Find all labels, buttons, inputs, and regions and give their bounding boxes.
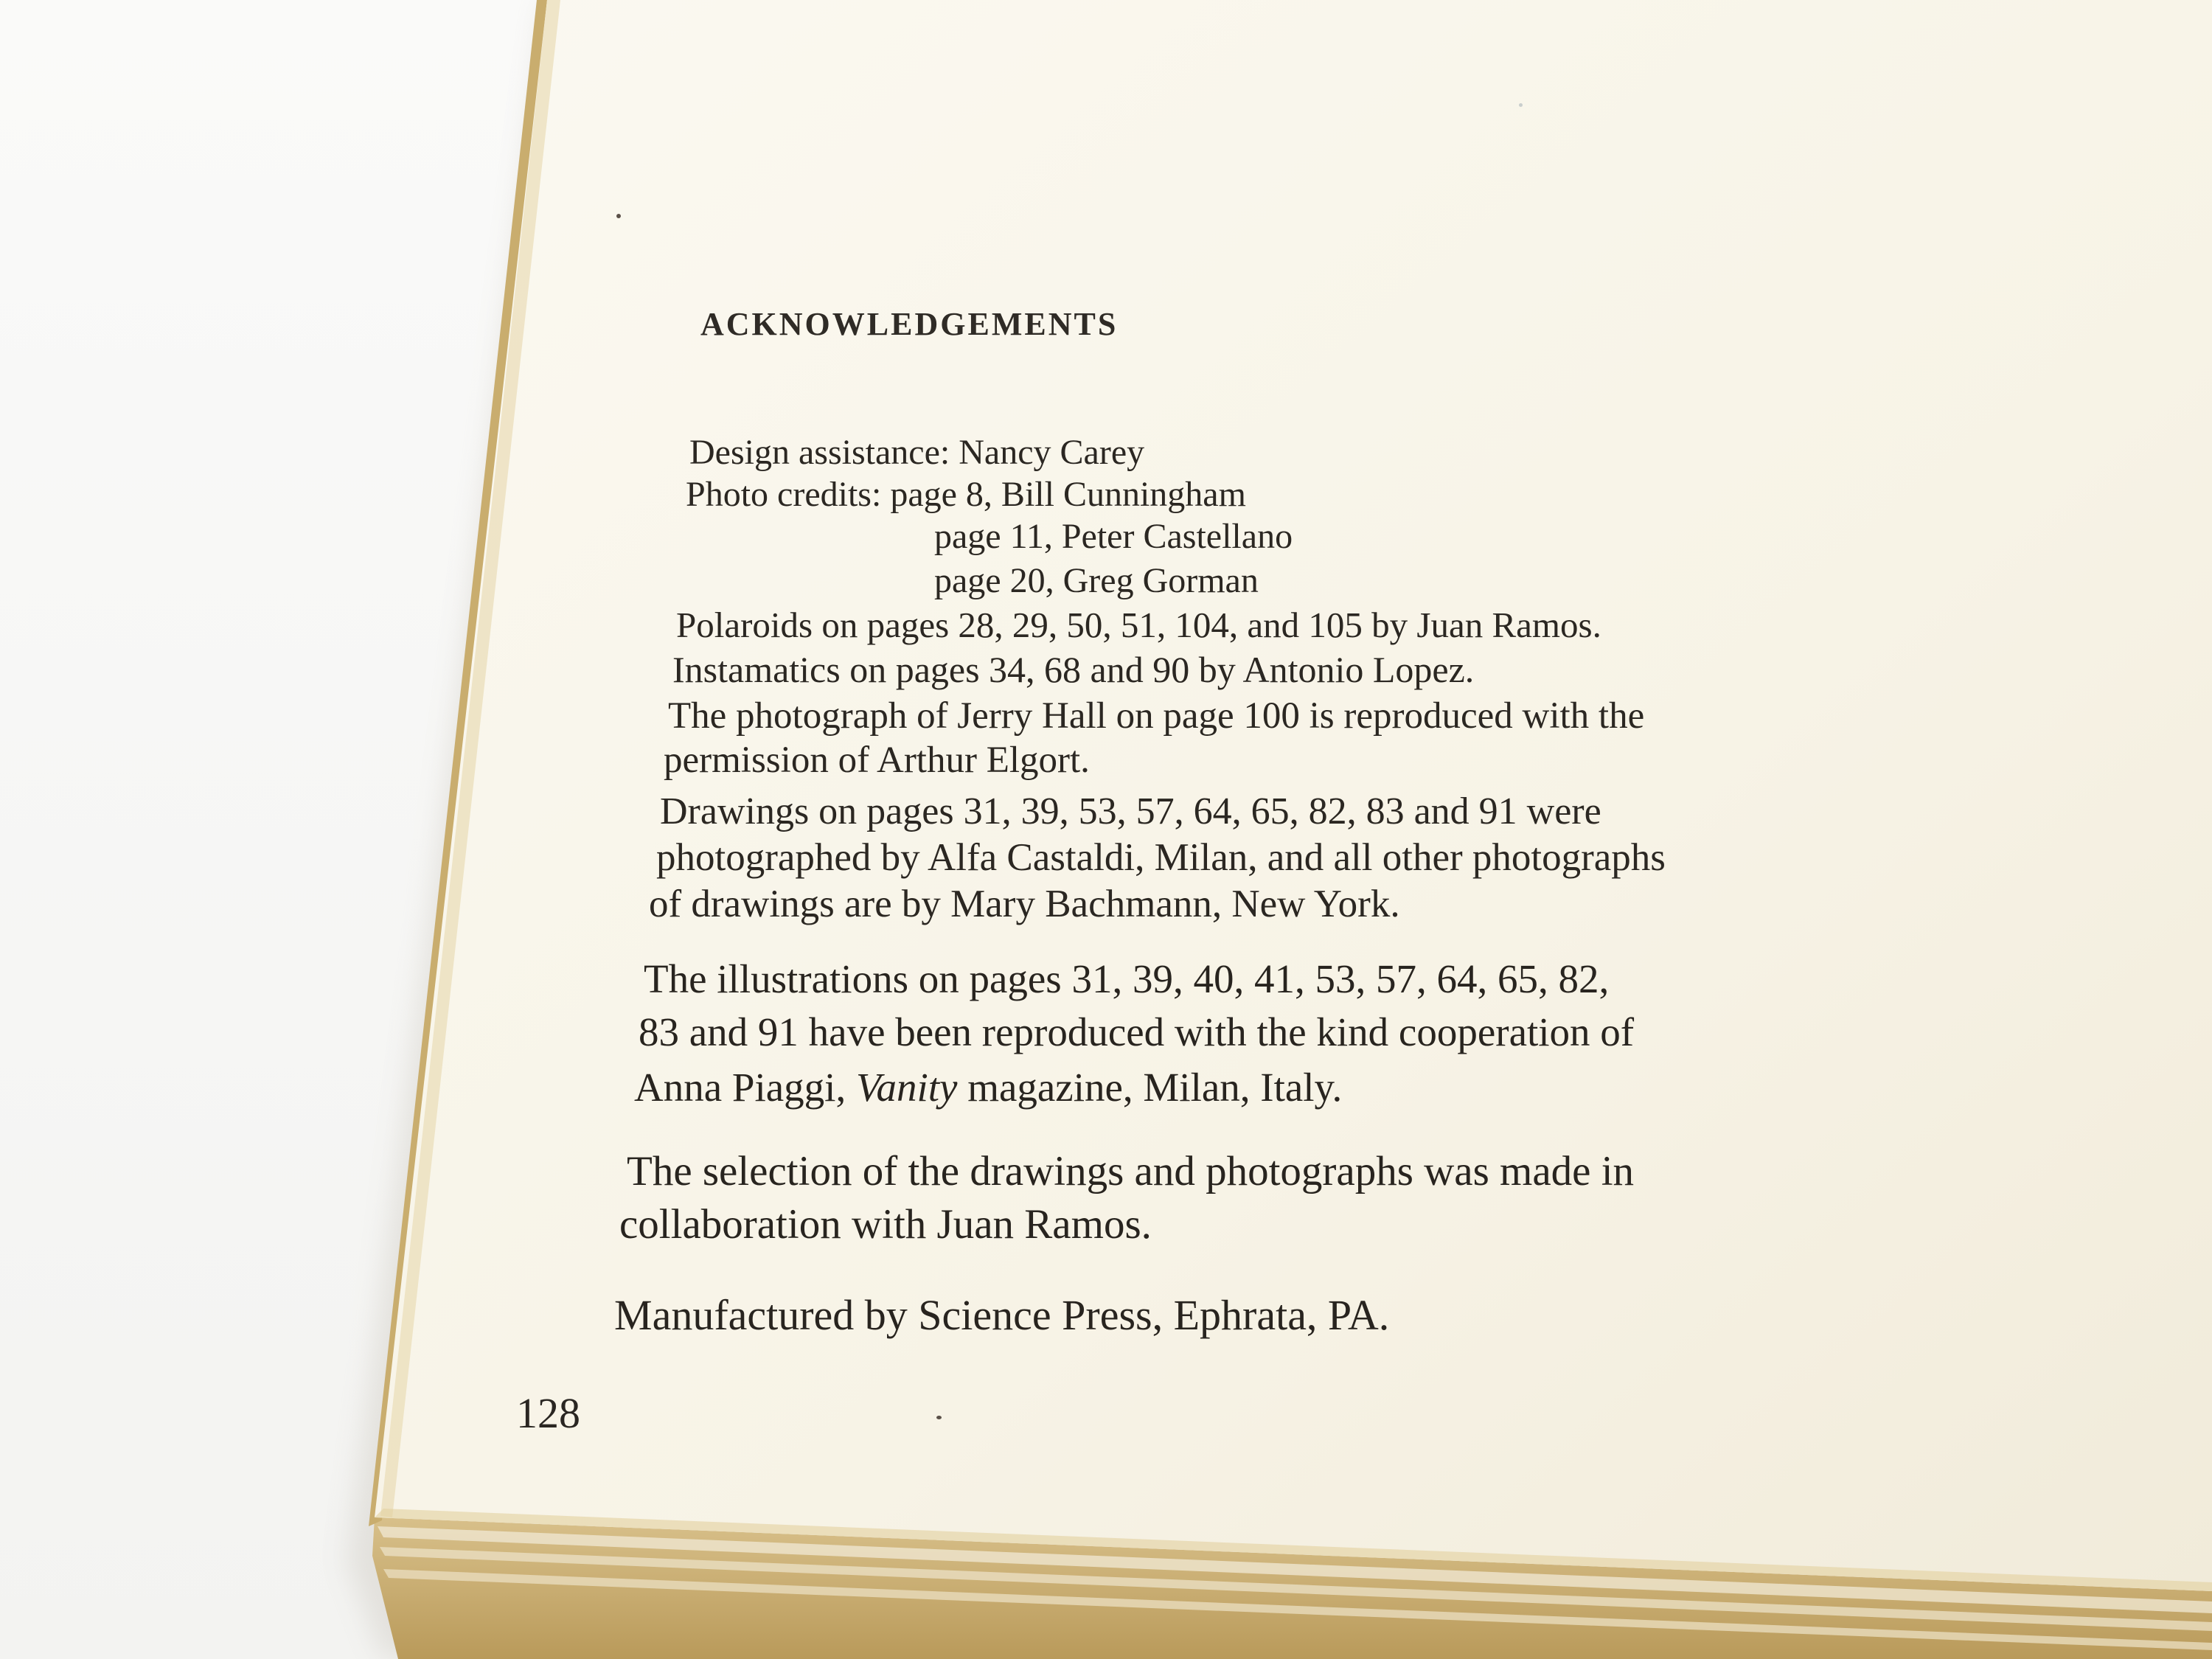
illustrations-line-2: 83 and 91 have been reproduced with the kind cooperation of: [639, 1009, 1635, 1054]
page-title: ACKNOWLEDGEMENTS: [700, 306, 1119, 342]
illustrations-line-3: [634, 1065, 1343, 1110]
photo-credit-line-2: page 11, Peter Castellano: [934, 517, 1293, 556]
paper-speck: [1519, 103, 1523, 107]
jerry-hall-credit-line-1: The photograph of Jerry Hall on page 100 is reproduced with the: [668, 695, 1645, 737]
paper-speck: [616, 214, 621, 218]
selection-line-1: The selection of the drawings and photographs was made in: [627, 1148, 1635, 1194]
illustrations-line-3-end: magazine, Milan, Italy.: [957, 1065, 1343, 1110]
illustrations-line-1: The illustrations on pages 31, 39, 40, 41, 53, 57, 64, 65, 82,: [644, 956, 1610, 1001]
jerry-hall-credit-line-2: permission of Arthur Elgort.: [664, 740, 1090, 781]
manufacturer-line: Manufactured by Science Press, Ephrata, PA.: [614, 1291, 1390, 1339]
photo-credit-line-3: page 20, Greg Gorman: [934, 561, 1259, 600]
magazine-title: Vanity: [855, 1065, 958, 1110]
instamatics-credit: Instamatics on pages 34, 68 and 90 by Antonio Lopez.: [672, 649, 1475, 690]
drawings-credit-line-1: Drawings on pages 31, 39, 53, 57, 64, 65, 82, 83 and 91 were: [660, 790, 1601, 832]
selection-line-2: collaboration with Juan Ramos.: [619, 1201, 1152, 1248]
paper-speck: [936, 1416, 942, 1419]
drawings-credit-line-2: photographed by Alfa Castaldi, Milan, and all other photographs: [656, 836, 1666, 879]
photo-credit-line-1: Photo credits: page 8, Bill Cunningham: [686, 475, 1246, 514]
drawings-credit-line-3: of drawings are by Mary Bachmann, New York.: [649, 883, 1400, 925]
page-number: 128: [516, 1389, 580, 1437]
illustrations-line-3-start: Anna Piaggi,: [634, 1065, 856, 1110]
polaroids-credit: Polaroids on pages 28, 29, 50, 51, 104, and 105 by Juan Ramos.: [676, 605, 1601, 645]
design-credit: Design assistance: Nancy Carey: [689, 433, 1145, 472]
